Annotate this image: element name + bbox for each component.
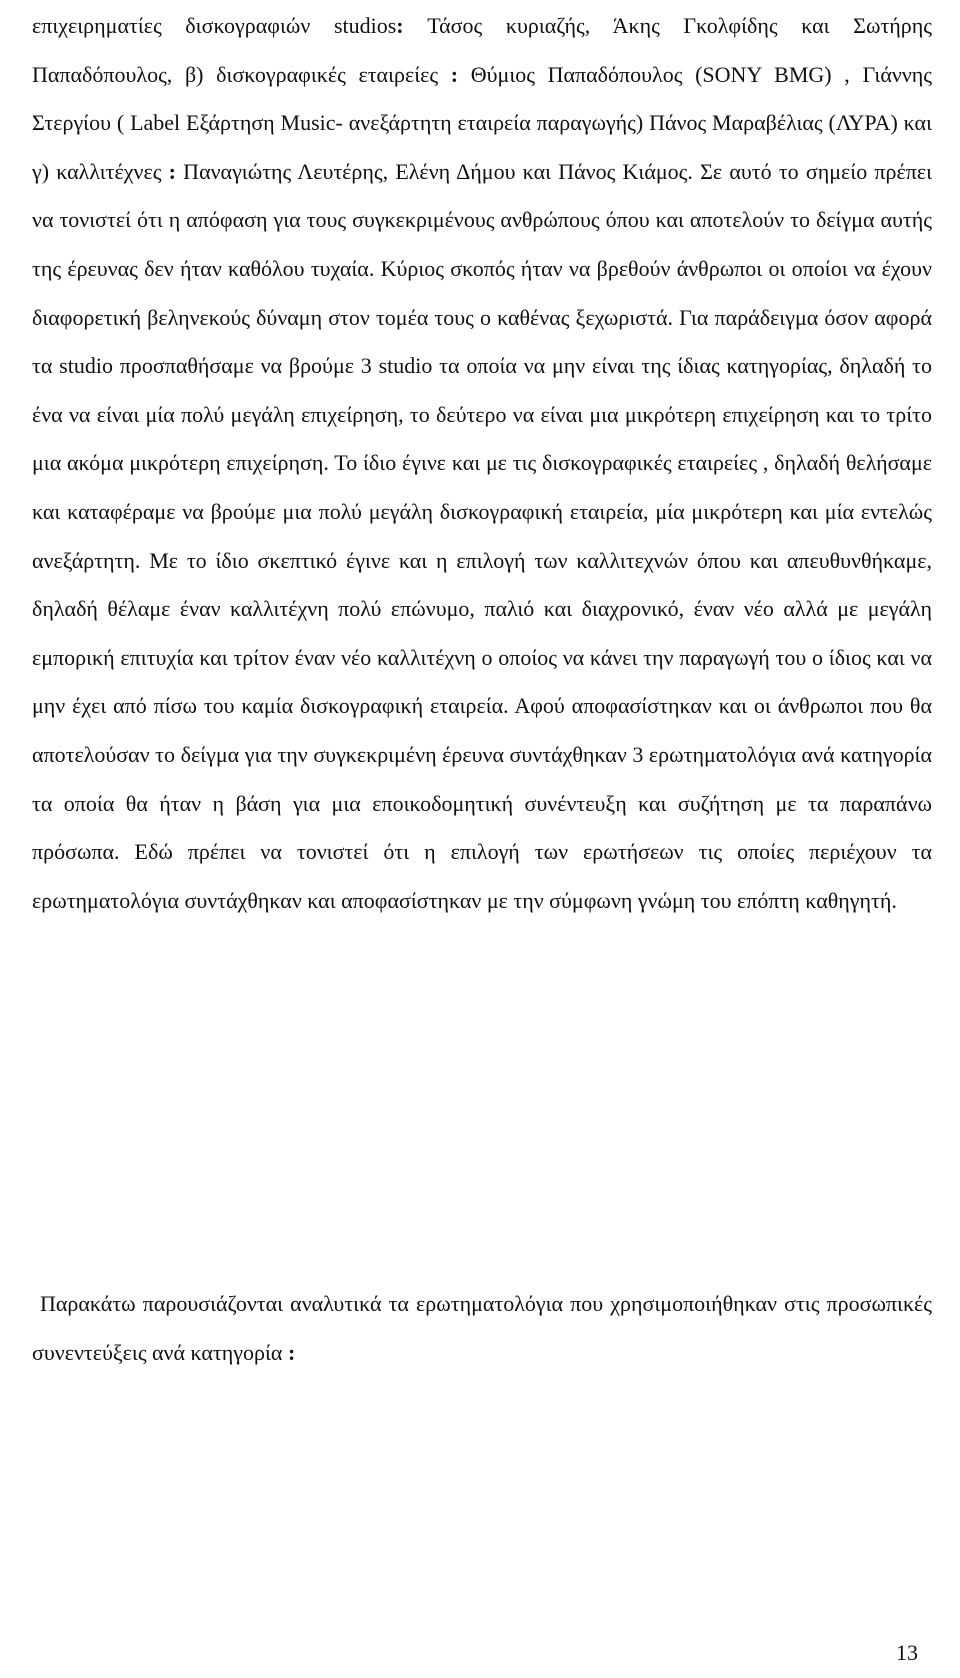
paragraph-text-part2: Τάσος κυριαζής, Άκης Γκολφίδης και Σωτήρης Παπαδόπουλος, β) δισκογραφικές εταιρείες bbox=[32, 13, 932, 87]
paragraph-text-part4: Παναγιώτης Λευτέρης, Ελένη Δήμου και Πάνος Κιάμος. Σε αυτό το σημείο πρέπει να τονιστεί ότι η απόφαση για τους συγκεκριμένους ανθρώπους όπου και αποτελούν το δείγμα αυτής της έρευνας δεν ήταν καθόλου τυχαία. Κύριος σκοπός ήταν να βρεθούν άνθρωποι οι οποίοι να έχουν διαφορετική βεληνεκούς δύναμη στον τομέα τους ο καθένας ξεχωριστά. Για παράδειγμα όσον αφορά τα studio προσπαθήσαμε να βρούμε 3 studio τα οποία να μην είναι της ίδιας κατηγορίας, δηλαδή το ένα να είναι μία πολύ μεγάλη επιχείρηση, το δεύτερο να είναι μια μικρότερη επιχείρηση και το τρίτο μια ακόμα μικρότερη επιχείρηση. Το ίδιο έγινε και με τις δισκογραφικές εταιρείες , δηλαδή θελήσαμε και καταφέραμε να βρούμε μια πολύ μεγάλη δισκογραφική εταιρεία, μία μικρότερη και μία εντελώς ανεξάρτητη. Με το ίδιο σκεπτικό έγινε και η επιλογή των καλλιτεχνών όπου και απευθυνθήκαμε, δηλαδή θέλαμε έναν καλλιτέχνη πολύ επώνυμο, παλιό και διαχρονικό, έναν νέο αλλά με μεγάλη εμπορική επιτυχία και τρίτον έναν νέο καλλιτέχνη ο οποίος να κάνει την παραγωγή του ο ίδιος και να μην έχει από πίσω του καμία δισκογραφική εταιρεία. Αφού αποφασίστηκαν και οι άνθρωποι που θα αποτελούσαν το δείγμα για την συγκεκριμένη έρευνα συντάχθηκαν 3 ερωτηματολόγια ανά κατηγορία τα οποία θα ήταν η βάση για μια εποικοδομητική συνέντευξη και συζήτηση με τα παραπάνω πρόσωπα. Εδώ πρέπει να τονιστεί ότι η επιλογή των ερωτήσεων τις οποίες περιέχουν τα ερωτηματολόγια συντάχθηκαν και αποφασίστηκαν με την σύμφωνη γνώμη του επόπτη καθηγητή. bbox=[32, 158, 932, 913]
bold-colon-2: : bbox=[450, 61, 459, 87]
closing-paragraph-text: Παρακάτω παρουσιάζονται αναλυτικά τα ερωτηματολόγια που χρησιμοποιήθηκαν στις προσωπικές συνεντεύξεις ανά κατηγορία bbox=[32, 1291, 932, 1365]
closing-bold-colon: : bbox=[287, 1339, 296, 1365]
paragraph-text-part3: Θύμιος Παπαδόπουλος (SONY BMG) , Γιάννης Στεργίου ( Label Εξάρτηση Music- ανεξάρτητη εταιρεία παραγωγής) Πάνος Μαραβέλιας (ΛΥΡΑ) και γ) καλλιτέχνες bbox=[32, 61, 932, 184]
page-number: 13 bbox=[896, 1640, 918, 1665]
body-paragraph bbox=[32, 2, 932, 925]
bold-colon-1: : bbox=[396, 13, 404, 38]
paragraph-text-part1: επιχειρηματίες δισκογραφιών studios bbox=[32, 13, 397, 38]
closing-paragraph bbox=[32, 1280, 932, 1377]
bold-colon-3: : bbox=[168, 158, 176, 184]
